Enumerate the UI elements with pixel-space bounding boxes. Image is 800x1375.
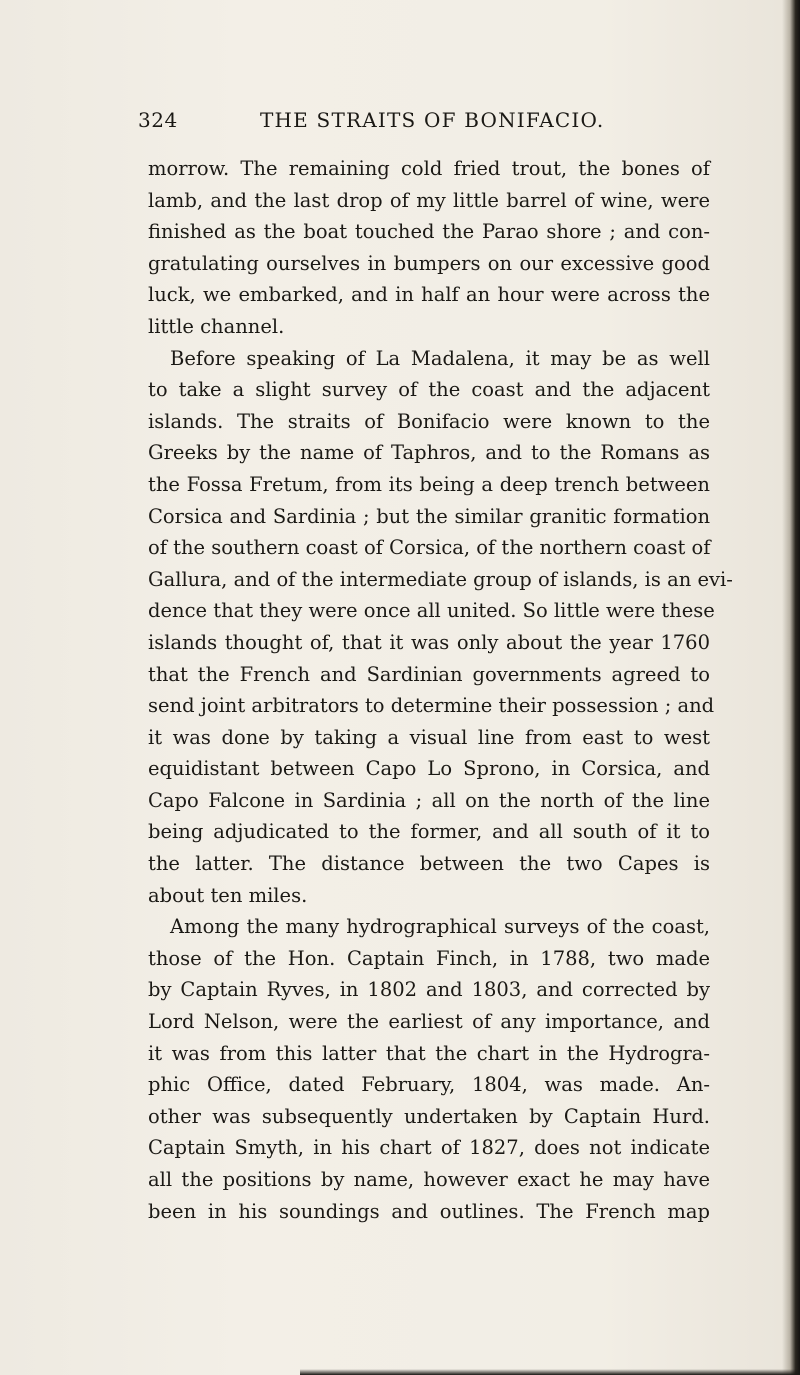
text-line: dence that they were once all united. So little were these	[148, 599, 715, 623]
text-line: Lord Nelson, were the earliest of any importance, and	[148, 1010, 710, 1034]
text-line: been in his soundings and outlines. The French map	[148, 1199, 710, 1223]
text-line: about ten miles.	[148, 883, 308, 907]
text-line: the Fossa Fretum, from its being a deep trench between	[148, 472, 710, 496]
text-line: Among the many hydrographical surveys of the coast,	[170, 915, 710, 939]
text-line: Greeks by the name of Taphros, and to the Romans as	[148, 441, 710, 465]
text-line: all the positions by name, however exact he may have	[148, 1168, 710, 1191]
text-line: that the French and Sardinian governments agreed to	[148, 662, 710, 686]
text-line: other was subsequently undertaken by Captain Hurd.	[148, 1104, 710, 1128]
text-line: the latter. The distance between the two Capes is	[148, 852, 710, 876]
text-line: little channel.	[148, 314, 285, 338]
text-line: it was from this latter that the chart in the Hydrogra-	[148, 1041, 710, 1065]
text-line: gratulating ourselves in bumpers on our excessive good	[148, 251, 710, 275]
body-text	[148, 153, 733, 1227]
text-line: being adjudicated to the former, and all south of it to	[148, 820, 710, 844]
page-number: 324	[138, 108, 178, 132]
text-line: lamb, and the last drop of my little barrel of wine, were	[148, 188, 710, 212]
text-line: morrow. The remaining cold fried trout, the bones of	[148, 157, 710, 180]
text-line: luck, we embarked, and in half an hour were across the	[148, 283, 710, 307]
text-line: of the southern coast of Corsica, of the northern coast of	[148, 536, 711, 560]
text-line: send joint arbitrators to determine their possession ; and	[148, 694, 715, 718]
book-gutter-shadow	[782, 0, 800, 1375]
text-line: Capo Falcone in Sardinia ; all on the north of the line	[148, 788, 710, 812]
page-bottom-edge	[300, 1369, 800, 1375]
text-line: Gallura, and of the intermediate group of islands, is an evi-	[148, 567, 733, 591]
text-line: phic Office, dated February, 1804, was made. An-	[148, 1073, 710, 1097]
text-line: those of the Hon. Captain Finch, in 1788, two made	[148, 946, 710, 970]
text-line: islands. The straits of Bonifacio were known to the	[148, 409, 710, 433]
text-line: Before speaking of La Madalena, it may be as well	[170, 346, 710, 370]
chapter-title: THE STRAITS OF BONIFACIO.	[260, 108, 605, 132]
text-line: Corsica and Sardinia ; but the similar granitic formation	[148, 504, 710, 528]
text-line: it was done by taking a visual line from east to west	[148, 725, 710, 749]
text-line: Captain Smyth, in his chart of 1827, does not indicate	[148, 1136, 710, 1160]
running-head	[138, 108, 713, 138]
text-line: islands thought of, that it was only about the year 1760	[148, 630, 710, 654]
text-line: finished as the boat touched the Parao shore ; and con-	[148, 220, 710, 244]
text-line: equidistant between Capo Lo Sprono, in Corsica, and	[148, 757, 710, 781]
text-line: to take a slight survey of the coast and the adjacent	[148, 378, 710, 402]
text-line: by Captain Ryves, in 1802 and 1803, and corrected by	[148, 978, 710, 1002]
